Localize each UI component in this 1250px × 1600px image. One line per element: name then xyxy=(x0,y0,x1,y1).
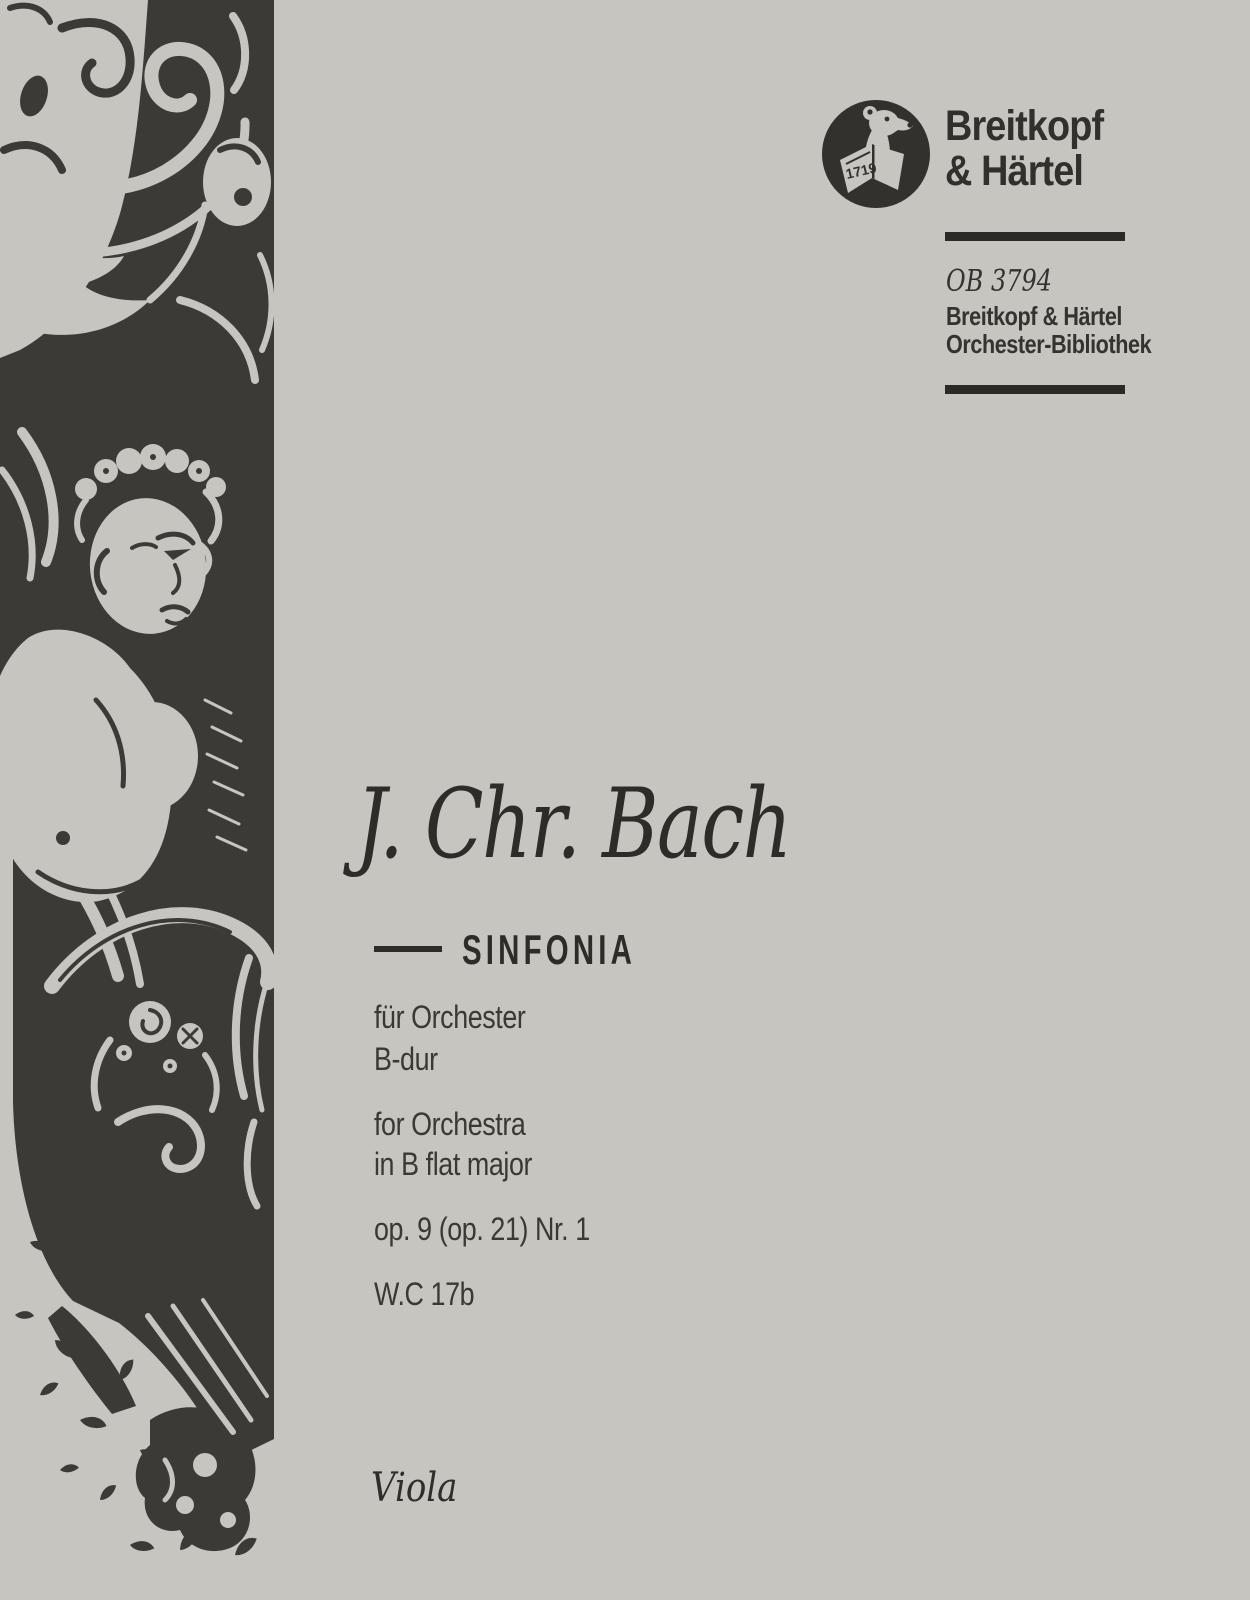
opus-number: op. 9 (op. 21) Nr. 1 xyxy=(374,1211,590,1247)
logo-wordmark-line1: Breitkopf xyxy=(945,102,1104,150)
subtitle-en-line1: for Orchestra xyxy=(374,1106,526,1142)
imprint-divider-bottom xyxy=(945,385,1125,394)
catalog-number: OB 3794 xyxy=(946,264,1053,299)
subtitle-de-line2: B-dur xyxy=(374,1041,438,1077)
subtitle-de-line1: für Orchester xyxy=(374,999,526,1035)
publisher-logo xyxy=(820,98,932,210)
imprint-divider-top xyxy=(945,232,1125,241)
work-title-dash xyxy=(374,946,442,952)
baroque-ornament-engraving xyxy=(0,0,285,1600)
logo-founded-year: 1719 xyxy=(844,159,879,182)
imprint-line1: Breitkopf & Härtel xyxy=(946,301,1122,331)
logo-wordmark-line2: & Härtel xyxy=(945,147,1084,195)
work-catalog-number: W.C 17b xyxy=(374,1276,475,1312)
work-title: SINFONIA xyxy=(462,926,637,973)
subtitle-en-line2: in B flat major xyxy=(374,1146,533,1182)
logo-wordmark xyxy=(945,104,1103,194)
bear-logo-icon xyxy=(822,100,930,208)
imprint-text xyxy=(946,303,1151,358)
composer-name: J. Chr. Bach xyxy=(356,768,791,880)
imprint-line2: Orchester-Bibliothek xyxy=(946,328,1152,359)
part-name: Viola xyxy=(371,1465,458,1511)
